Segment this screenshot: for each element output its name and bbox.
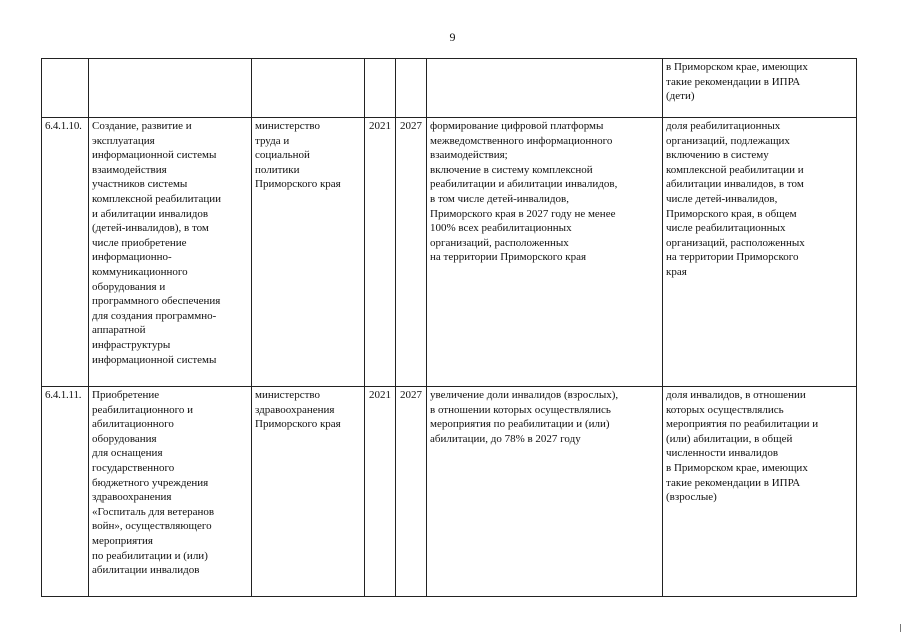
cell-text-line: организаций, расположенных xyxy=(430,236,569,249)
cell-text-line: оборудования xyxy=(92,432,157,445)
cell-measure xyxy=(89,387,252,597)
cell-text-line: Приморского края, в общем xyxy=(666,207,797,220)
cell-text-line: для оснащения xyxy=(92,447,163,460)
cell-text-line: здравоохранения xyxy=(92,491,172,504)
cell-text-line: (дети) xyxy=(666,90,695,103)
cell-text-line: информационно- xyxy=(92,251,172,264)
cell-text-line: увеличение доли инвалидов (взрослых), xyxy=(430,389,619,401)
cell-text-line: Приморского края в 2027 году не менее xyxy=(430,207,616,220)
cell-text-line: социальной xyxy=(255,149,310,162)
cell-text-line: для создания программно- xyxy=(92,309,217,322)
cell-text-line: абилитационного xyxy=(92,418,174,431)
cell-text-line: здравоохранения xyxy=(255,403,335,416)
cell-text-line: 100% всех реабилитационных xyxy=(430,222,572,235)
cell-text-line: министерство xyxy=(255,389,321,401)
cell-text-line: по реабилитации и (или) xyxy=(92,549,208,562)
cell-executor xyxy=(252,118,365,387)
cell-text-line: Приморского края xyxy=(255,418,341,431)
cell-number xyxy=(42,59,89,118)
cell-text-line: взаимодействия xyxy=(92,163,167,176)
cell-text-line: труда и xyxy=(255,134,290,147)
cell-text-line: в Приморском крае, имеющих xyxy=(666,61,808,73)
cell-text-line: которых осуществлялись xyxy=(666,403,784,416)
cell-number: 6.4.1.10. xyxy=(42,118,89,387)
cell-text-line: на территории Приморского края xyxy=(430,251,587,264)
cell-measure xyxy=(89,59,252,118)
cell-result xyxy=(427,118,663,387)
cell-text-line: в Приморском крае, имеющих xyxy=(666,461,808,474)
cell-text-line: войн», осуществляющего xyxy=(92,520,212,533)
measures-table xyxy=(41,58,857,597)
cell-text-line: и абилитации инвалидов xyxy=(92,207,209,220)
cell-text-line: мероприятия xyxy=(92,534,153,547)
cell-text-line: информационной системы xyxy=(92,353,217,366)
cell-text-line: государственного xyxy=(92,461,175,474)
cell-text-line: численности инвалидов xyxy=(666,447,779,460)
cell-indicator xyxy=(663,387,857,597)
cell-year-end: 2027 xyxy=(396,387,427,597)
table-row-continuation xyxy=(42,59,857,118)
cell-text-line: мероприятия по реабилитации и (или) xyxy=(430,418,610,431)
cell-text-line: коммуникационного xyxy=(92,265,188,278)
cell-text-line: эксплуатация xyxy=(92,134,155,147)
cell-year-end xyxy=(396,59,427,118)
page-number: 9 xyxy=(449,30,456,44)
cell-executor xyxy=(252,59,365,118)
cell-text-line: инфраструктуры xyxy=(92,338,171,351)
cell-text-line: на территории Приморского xyxy=(666,251,799,264)
cell-result xyxy=(427,387,663,597)
cell-text-line: аппаратной xyxy=(92,324,146,337)
cell-measure xyxy=(89,118,252,387)
cell-text-line: такие рекомендации в ИПРА xyxy=(666,476,801,489)
cell-text-line: мероприятия по реабилитации и xyxy=(666,418,819,431)
cell-text-line: в том числе детей-инвалидов, xyxy=(430,192,569,205)
cell-year-start: 2021 xyxy=(365,118,396,387)
cell-text-line: доля инвалидов, в отношении xyxy=(666,389,806,401)
cell-text-line: (или) абилитации, в общей xyxy=(666,432,793,445)
cell-text-line: организаций, подлежащих xyxy=(666,134,790,147)
cell-text-line: формирование цифровой платформы xyxy=(430,120,604,132)
cell-text-line: абилитации, до 78% в 2027 году xyxy=(430,432,581,445)
cell-text-line: включение в систему комплексной xyxy=(430,163,593,176)
cell-indicator xyxy=(663,118,857,387)
cell-number: 6.4.1.11. xyxy=(42,387,89,597)
cell-result xyxy=(427,59,663,118)
cell-indicator xyxy=(663,59,857,118)
cell-year-start xyxy=(365,59,396,118)
cell-text-line: организаций, расположенных xyxy=(666,236,805,249)
cell-text-line: в отношении которых осуществлялись xyxy=(430,403,611,416)
cell-text-line: взаимодействия; xyxy=(430,149,508,162)
cell-executor xyxy=(252,387,365,597)
cell-text-line: Создание, развитие и xyxy=(92,120,192,132)
cell-text-line: края xyxy=(666,265,687,278)
cell-text-line: политики xyxy=(255,163,300,176)
cell-year-start: 2021 xyxy=(365,387,396,597)
cell-text-line: реабилитации и абилитации инвалидов, xyxy=(430,178,618,191)
cell-text-line: абилитации инвалидов, в том xyxy=(666,178,804,191)
cell-text-line: такие рекомендации в ИПРА xyxy=(666,75,801,88)
cell-year-end: 2027 xyxy=(396,118,427,387)
cell-text-line: оборудования и xyxy=(92,280,166,293)
cell-text-line: участников системы xyxy=(92,178,188,191)
cell-text-line: межведомственного информационного xyxy=(430,134,613,147)
cell-text-line: числе реабилитационных xyxy=(666,222,786,235)
cell-text-line: доля реабилитационных xyxy=(666,120,781,132)
cell-text-line: комплексной реабилитации и xyxy=(666,163,804,176)
table-row xyxy=(42,118,857,387)
cell-text-line: программного обеспечения xyxy=(92,295,221,308)
cell-text-line: включению в систему xyxy=(666,149,769,162)
cell-text-line: числе приобретение xyxy=(92,236,187,249)
cell-text-line: Приобретение xyxy=(92,389,160,401)
table-row xyxy=(42,387,857,597)
cell-text-line: реабилитационного и xyxy=(92,403,194,416)
cell-text-line: (взрослые) xyxy=(666,491,717,504)
cell-text-line: (детей-инвалидов), в том xyxy=(92,222,209,235)
cell-text-line: информационной системы xyxy=(92,149,217,162)
cell-text-line: абилитации инвалидов xyxy=(92,564,200,577)
cell-text-line: бюджетного учреждения xyxy=(92,476,209,489)
cell-text-line: министерство xyxy=(255,120,321,132)
cell-text-line: комплексной реабилитации xyxy=(92,192,222,205)
cell-text-line: Приморского края xyxy=(255,178,341,191)
cell-text-line: числе детей-инвалидов, xyxy=(666,192,778,205)
cell-text-line: «Госпиталь для ветеранов xyxy=(92,505,215,518)
scan-edge-mark xyxy=(900,624,901,632)
